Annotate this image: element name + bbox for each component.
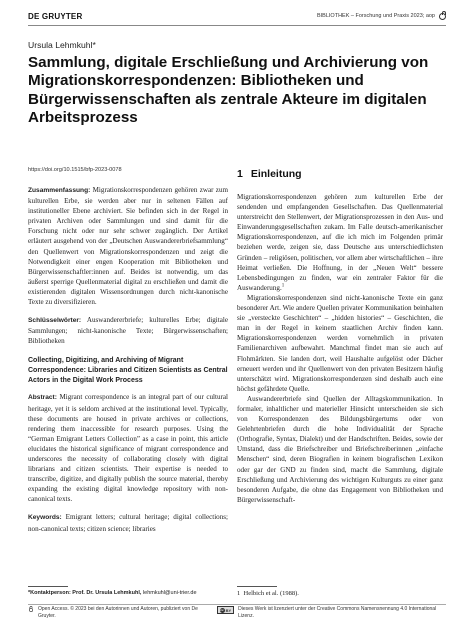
body-paragraph-2: Migrationskorrespondenzen sind nicht-kanonische Texte ein ganz besonderer Art. Wie andere Quellen privater Kommunikation beinhalten sie „versteckte Geschichten“ – „hidden histories“ – Geschichten, die man in der Regel in keinem staatlichen Archiv finden kann. Migrationskorrespondenzen werden vornehmlich in privaten Familienarchiven aufbewahrt. Manchmal findet man sie auch auf Flohmärkten. Sie landen dort, weil Haushalte aufgelöst oder Dächer erneuert werden und ihr Quellenwert von den privaten Besitzern häufig unterschätzt wird. Migrationskorrespondenzen sind deshalb auch eine höchst gefährdete Quelle.	[237, 293, 443, 393]
section-title: Einleitung	[250, 168, 302, 180]
footer-rule	[28, 604, 446, 605]
article-title: Sammlung, digitale Erschließung und Archivierung von Migrationskorrespondenzen: Bibliotheken und Bürgerwissenschaften als zentrale Akteure im digitalen Arbeitsprozess	[28, 54, 429, 126]
section-heading	[237, 168, 443, 180]
footnote-1	[237, 590, 299, 597]
license-statement: Dieses Werk ist lizenziert unter der Creative Commons Namensnennung 4.0 International Lizenz.	[238, 606, 437, 619]
footnote-marker[interactable]: 1	[281, 283, 285, 289]
footnote-rule-right	[237, 586, 277, 587]
footnote-text: Helbich et al. (1988).	[243, 590, 299, 597]
keywords-german-text: Auswandererbriefe; kulturelles Erbe; digitale Sammlungen; nicht-kanonische Texte; Bürgerwissenschaften; Bibliotheken	[28, 316, 228, 346]
english-title: Collecting, Digitizing, and Archiving of Migrant Correspondence: Libraries and Citizen Scientists as Central Actors in the Digital Work Process	[28, 357, 228, 385]
body-paragraph-1	[237, 192, 443, 293]
cc-badge-text: BY	[225, 607, 232, 613]
publisher-name: DE GRUYTER	[28, 11, 83, 21]
journal-info	[317, 13, 446, 20]
abstract-english-label: Abstract:	[28, 394, 57, 402]
header-rule	[28, 25, 446, 26]
keywords-english	[28, 512, 228, 533]
section-number: 1	[237, 168, 243, 180]
author-name: Ursula Lehmkuhl*	[28, 40, 96, 50]
abstract-german-label: Zusammenfassung:	[28, 187, 91, 194]
keywords-german-label: Schlüsselwörter:	[28, 317, 82, 325]
journal-name: BIBLIOTHEK – Forschung und Praxis 2023; aop	[316, 13, 435, 19]
abstract-german	[28, 185, 228, 307]
license-footer	[28, 606, 448, 620]
left-column	[28, 185, 228, 534]
open-access-statement: Open Access. © 2023 bei den Autorinnen und Autoren, publiziert von De Gruyter.	[38, 606, 198, 619]
right-column	[237, 168, 443, 505]
cc-by-license-icon[interactable]: cc BY	[217, 606, 235, 614]
keywords-english-label: Keywords:	[28, 514, 62, 522]
body-paragraph-3: Auswandererbriefe sind Quellen der Alltagskommunikation. In formaler, inhaltlicher und materieller Hinsicht unterscheiden sie sich von Korrespondenzen des Bildungsbürgertums oder von Gelehrtenbriefen durch die hohe Individualität der Sprache (Orthografie, Syntax, Dialekt) und der Handschriften. Beides, sowie der Umstand, dass die Briefschreiber und Briefschreiberinnen „einfache Menschen“ sind, deren Biografien in keinem biografischen Lexikon oder gar der GND zu finden sind, macht die Sammlung, digitale Erschließung und Archivierung des wichtigen Kulturguts zu einer ganz besonderen Aufgabe, die ohne das Engagement von Bibliotheken und Bürgerwissenschaft-	[237, 394, 443, 504]
abstract-german-text: Migrationskorrespondenzen gehören zwar zum kulturellen Erbe, sie werden aber nur in seltenen Fällen auf institutioneller Ebene archiviert. Sie befinden sich in der Regel in privaten Archiven oder Sammlungen und sind damit für die Forschung nicht oder nur sehr schwer zugänglich. Der Artikel erläutert ausgehend von der „Deutschen Auswandererbriefsammlung“ den Quellenwert von Migrationskorrespondenzen und zeigt die Notwendigkeit einer engen Kooperation mit Bibliotheken und Bürgerwissenschaftler:innen auf. Beides ist notwendig, um das äußerst sperrige Quellenmaterial digital zu erschließen und damit die existierenden digitalen Wissensordnungen durch nicht-kanonische Texte zu diversifizieren.	[28, 186, 229, 307]
keywords-english-text: Emigrant letters; cultural heritage; digital collections; non-canonical texts; citizen science; libraries	[28, 513, 229, 533]
keywords-german	[28, 315, 228, 346]
doi-link[interactable]: https://doi.org/10.1515/bfp-2023-0078	[28, 167, 122, 173]
open-access-icon	[439, 13, 446, 20]
contact-person	[28, 590, 197, 596]
abstract-english	[28, 392, 228, 504]
abstract-english-text: Migrant correspondence is an integral part of our cultural heritage, yet it is seldom archived at the institutional level. Typically, these documents are housed in private archives or collections, rendering them inaccessible for research purposes. Using the “German Emigrant Letters Collection” as a case in point, this article elucidates the historical significance of migrant correspondence and underscores the necessity of collaborating closely with digital librarians and citizen scientists. Their expertise is needed to transcribe, digitize, and digitally publish the source material, thereby expanding the existing digital knowledge repository with non-canonical texts.	[28, 393, 229, 504]
running-header	[28, 10, 446, 22]
body-paragraph-1-text: Migrationskorrespondenzen gehören zum kulturellen Erbe der sendenden und empfangenden Gesellschaften. Das Quellenmaterial unterstreicht den Stellenwert, der Migrationsprozessen in den Aus- und Einwanderungsgesellschaften zukam. Im Falle deutsch-amerikanischer Migrationskorrespondenzen, auf die ich mich im Folgenden primär beziehen werde, zeigen sie, dass Deutsche aus unterschiedlichsten Gründen – religiösen, politischen, vor allem aber wirtschaftlichen – ihre Heimat verließen. Die Hoffnung, in der „Neuen Welt“ bessere Lebensbedingungen zu finden, war ein zentraler Faktor für die Auswanderung.	[237, 193, 443, 292]
contact-email[interactable]: lehmkuhl@uni-trier.de	[142, 590, 197, 596]
footnote-rule-left	[28, 586, 68, 587]
open-access-lock-icon	[28, 606, 34, 612]
contact-label: *Kontaktperson: Prof. Dr. Ursula Lehmkuhl,	[28, 590, 142, 596]
footnote-number: 1	[237, 590, 241, 597]
